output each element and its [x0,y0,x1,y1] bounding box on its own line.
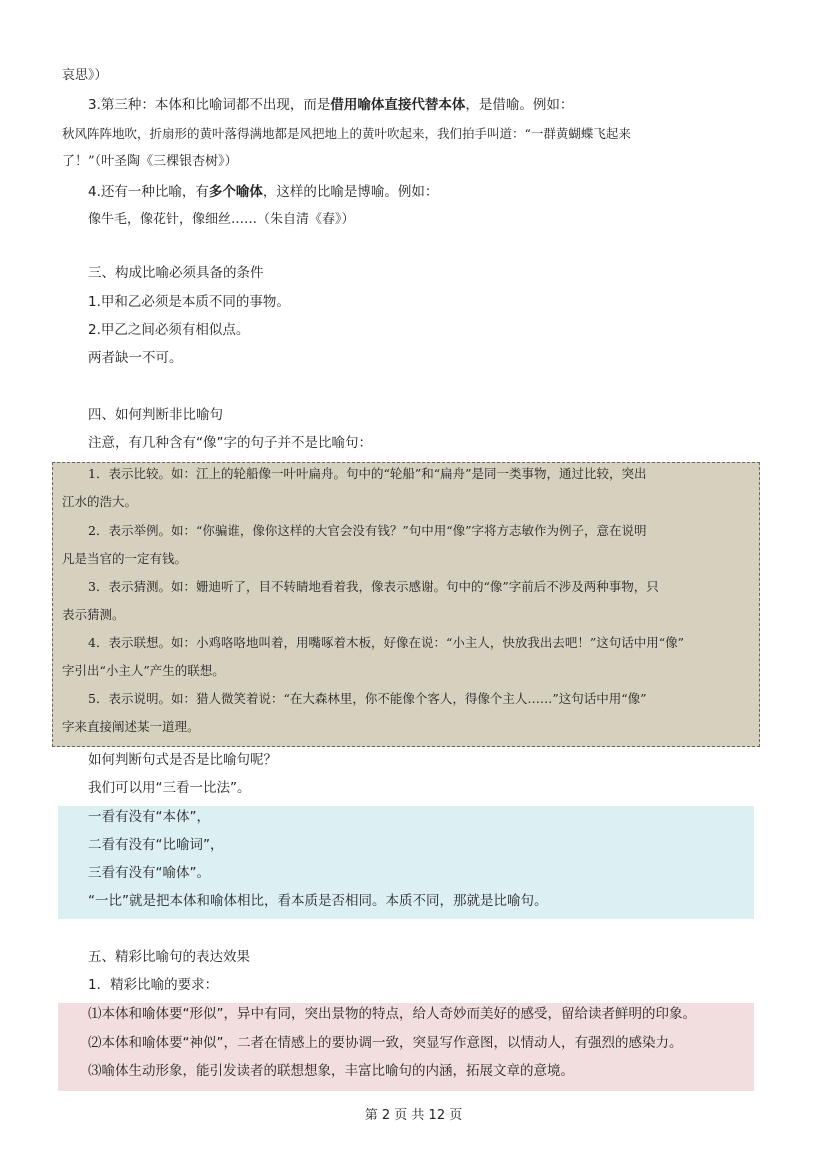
box-line: 表示猜测。 [62,607,125,622]
box-line: ⑵本体和喻体要“神似”，二者在情感上的要协调一致，突显写作意图，以情动人，有强烈的感染力。 [88,1035,683,1051]
box-line: 凡是当官的一定有钱。 [62,551,188,566]
box-line: ⑴本体和喻体要“形似”，异中有同，突出景物的特点，给人奇妙而美好的感受，留给读者鲜明的印象。 [88,1006,696,1022]
example-line: 秋风阵阵地吹，折扇形的黄叶落得满地都是风把地上的黄叶吹起来，我们拍手叫道：“一群黄蝴蝶飞起来 [62,126,631,141]
list-item: 2.甲乙之间必须有相似点。 [88,322,250,338]
box-line: 2．表示举例。如：“你骗谁，像你这样的大官会没有钱？”句中用“像”字将方志敏作为例子，意在说明 [88,523,647,538]
text-line [88,95,573,115]
sub-heading: 1．精彩比喻的要求： [88,977,219,993]
bold-text: 借用喻体直接代替本体 [330,97,466,113]
page-footer: 第 2 页 共 12 页 [364,1108,463,1123]
box-line: 二看有没有“比喻词”， [88,837,224,853]
box-line: 一看有没有“本体”， [88,809,210,825]
box-line: ⑶喻体生动形象，能引发读者的联想想象，丰富比喻句的内涵，拓展文章的意境。 [88,1063,574,1079]
box-line: 字来直接阐述某一道理。 [62,719,200,734]
box-line: “一比”就是把本体和喻体相比，看本质是否相同。本质不同，那就是比喻句。 [88,893,548,909]
section-heading: 四、如何判断非比喻句 [88,407,223,423]
bold-text: 多个喻体 [208,184,263,200]
box-line: 江水的浩大。 [62,494,138,509]
intro-text: 注意，有几种含有“像”字的句子并不是比喻句： [88,435,372,451]
text-span: ，是借喻。例如： [465,97,574,113]
section-heading: 三、构成比喻必须具备的条件 [88,265,264,281]
box-line: 1．表示比较。如：江上的轮船像一叶叶扁舟。句中的“轮船”和“扁舟”是同一类事物，通过比较，突出 [88,466,647,481]
list-item: 1.甲和乙必须是本质不同的事物。 [88,294,290,310]
box-line: 字引出“小主人”产生的联想。 [62,663,225,678]
section-heading: 五、精彩比喻句的表达效果 [88,949,250,965]
example-line: 了！”（叶圣陶《三棵银杏树》） [62,154,238,169]
box-line: 3．表示猜测。如：姗迪听了，目不转睛地看着我，像表示感谢。句中的“像”字前后不涉及两种事物，只 [88,579,659,594]
text-span: 4.还有一种比喻，有 [88,184,209,200]
list-item: 两者缺一不可。 [88,350,183,366]
box-line: 三看有没有“喻体”。 [88,865,210,881]
text-span: ，这样的比喻是博喻。例如： [262,184,439,200]
question-text: 我们可以用“三看一比法”。 [88,780,251,796]
text-line: 哀思》） [62,68,108,83]
box-line: 5．表示说明。如：猎人微笑着说：“在大森林里，你不能像个客人，得像个主人……”这句话中用“像” [88,691,647,706]
text-span: 3.第三种：本体和比喻词都不出现，而是 [88,97,331,113]
question-text: 如何判断句式是否是比喻句呢？ [88,752,277,768]
example-line: 像牛毛，像花针，像细丝……（朱自清《春》） [88,212,355,227]
text-line [88,182,438,202]
box-line: 4．表示联想。如：小鸡咯咯地叫着，用嘴啄着木板，好像在说：“小主人，快放我出去吧！”这句话中用“像” [88,635,685,650]
